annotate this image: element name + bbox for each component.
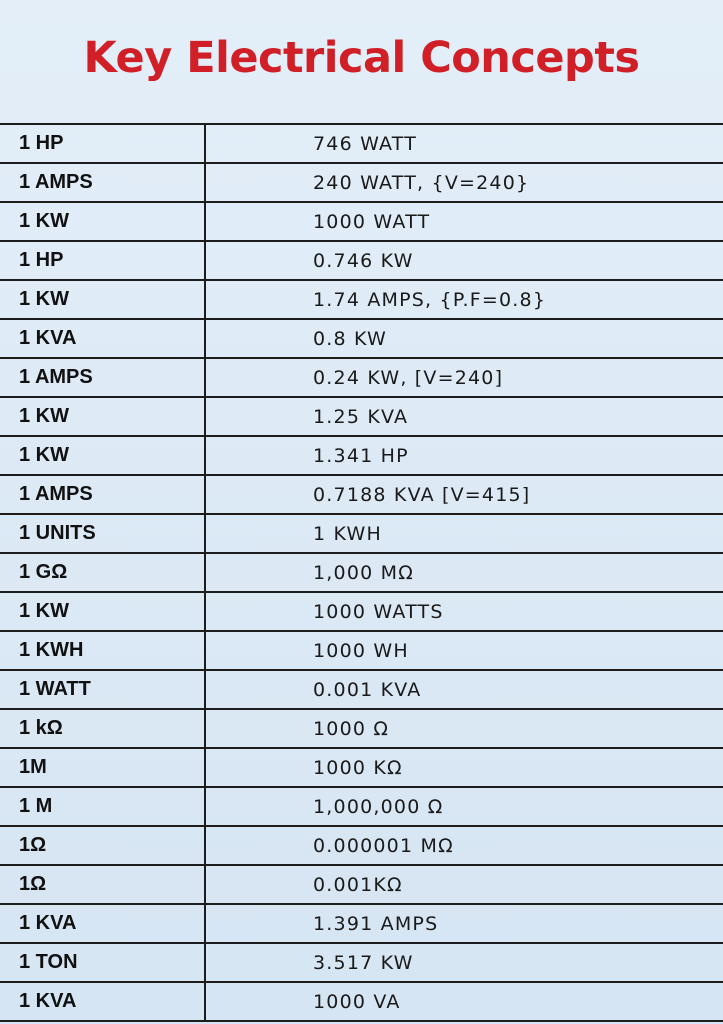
table-row	[0, 592, 723, 631]
equivalent-cell: 0.001 KVA	[205, 670, 723, 709]
unit-cell: 1 KVA	[0, 982, 205, 1021]
equivalent-cell: 1.341 HP	[205, 436, 723, 475]
unit-cell: 1 HP	[0, 241, 205, 280]
table-row	[0, 553, 723, 592]
table-row	[0, 397, 723, 436]
table-row	[0, 124, 723, 163]
unit-cell: 1M	[0, 748, 205, 787]
equivalent-cell: 1000 KΩ	[205, 748, 723, 787]
equivalent-cell: 1000 Ω	[205, 709, 723, 748]
unit-cell: 1 kΩ	[0, 709, 205, 748]
unit-cell: 1 KW	[0, 202, 205, 241]
equivalent-cell: 1000 WATT	[205, 202, 723, 241]
unit-cell: 1 KW	[0, 436, 205, 475]
unit-cell: 1 AMPS	[0, 475, 205, 514]
table-row	[0, 670, 723, 709]
unit-cell: 1 AMPS	[0, 163, 205, 202]
unit-cell: 1 KW	[0, 397, 205, 436]
equivalent-cell: 0.001KΩ	[205, 865, 723, 904]
equivalent-cell: 746 WATT	[205, 124, 723, 163]
equivalent-cell: 1.74 AMPS, {P.F=0.8}	[205, 280, 723, 319]
table-row	[0, 631, 723, 670]
unit-cell: 1 GΩ	[0, 553, 205, 592]
equivalent-cell: 0.8 KW	[205, 319, 723, 358]
unit-cell: 1 KVA	[0, 319, 205, 358]
equivalent-cell: 1 KWH	[205, 514, 723, 553]
table-row	[0, 514, 723, 553]
table-row	[0, 748, 723, 787]
unit-cell: 1 KVA	[0, 904, 205, 943]
equivalent-cell: 1000 WATTS	[205, 592, 723, 631]
conversion-table-body	[0, 124, 723, 1021]
unit-cell: 1 TON	[0, 943, 205, 982]
unit-cell: 1Ω	[0, 865, 205, 904]
table-row	[0, 202, 723, 241]
table-row	[0, 904, 723, 943]
table-row	[0, 475, 723, 514]
equivalent-cell: 0.7188 KVA [V=415]	[205, 475, 723, 514]
unit-cell: 1 HP	[0, 124, 205, 163]
table-row	[0, 280, 723, 319]
table-row	[0, 241, 723, 280]
equivalent-cell: 1.25 KVA	[205, 397, 723, 436]
conversion-table	[0, 123, 723, 1022]
unit-cell: 1Ω	[0, 826, 205, 865]
unit-cell: 1 AMPS	[0, 358, 205, 397]
equivalent-cell: 3.517 KW	[205, 943, 723, 982]
table-row	[0, 709, 723, 748]
equivalent-cell: 1.391 AMPS	[205, 904, 723, 943]
table-row	[0, 163, 723, 202]
page-title: Key Electrical Concepts	[83, 33, 640, 83]
equivalent-cell: 240 WATT, {V=240}	[205, 163, 723, 202]
unit-cell: 1 UNITS	[0, 514, 205, 553]
table-row	[0, 436, 723, 475]
table-row	[0, 982, 723, 1021]
equivalent-cell: 0.000001 MΩ	[205, 826, 723, 865]
table-row	[0, 319, 723, 358]
unit-cell: 1 WATT	[0, 670, 205, 709]
equivalent-cell: 0.746 KW	[205, 241, 723, 280]
table-row	[0, 358, 723, 397]
table-row	[0, 865, 723, 904]
table-row	[0, 787, 723, 826]
equivalent-cell: 0.24 KW, [V=240]	[205, 358, 723, 397]
unit-cell: 1 M	[0, 787, 205, 826]
unit-cell: 1 KW	[0, 280, 205, 319]
equivalent-cell: 1,000,000 Ω	[205, 787, 723, 826]
table-row	[0, 826, 723, 865]
table-row	[0, 943, 723, 982]
equivalent-cell: 1000 WH	[205, 631, 723, 670]
unit-cell: 1 KW	[0, 592, 205, 631]
equivalent-cell: 1000 VA	[205, 982, 723, 1021]
unit-cell: 1 KWH	[0, 631, 205, 670]
equivalent-cell: 1,000 MΩ	[205, 553, 723, 592]
